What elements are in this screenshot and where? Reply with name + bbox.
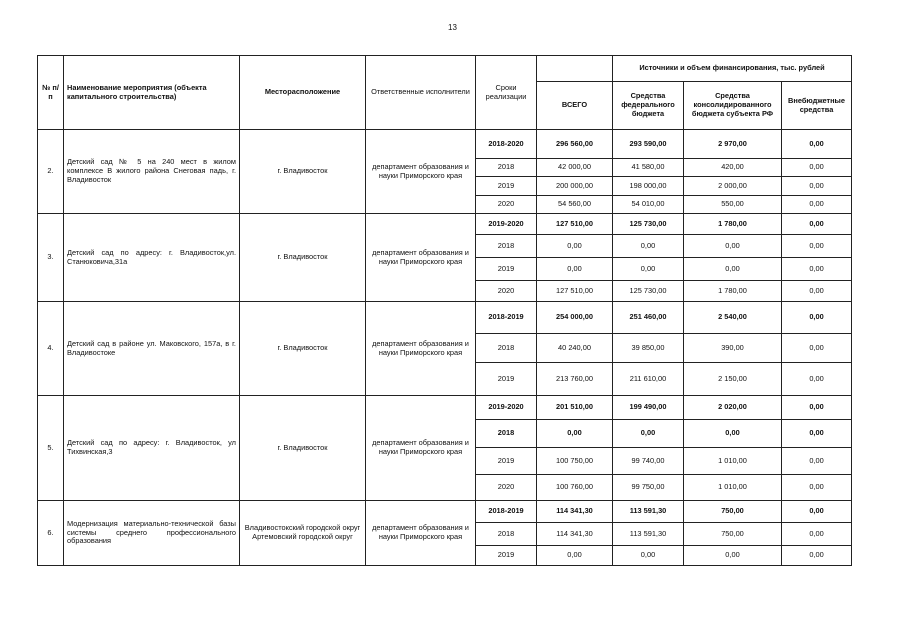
object-name: Детский сад № 5 на 240 мест в жилом комплексе В жилого района Снеговая падь, г. Владивосток bbox=[64, 130, 240, 214]
object-location: г. Владивосток bbox=[240, 130, 366, 214]
total-cell: 254 000,00 bbox=[537, 302, 613, 334]
header-num: № п/п bbox=[38, 56, 64, 130]
extra-cell: 0,00 bbox=[782, 475, 852, 501]
federal-cell: 0,00 bbox=[613, 258, 684, 281]
header-location: Месторасположение bbox=[240, 56, 366, 130]
row-number: 4. bbox=[38, 302, 64, 396]
responsible-executor: департамент образования и науки Приморского края bbox=[366, 501, 476, 566]
extra-cell: 0,00 bbox=[782, 235, 852, 258]
extra-cell: 0,00 bbox=[782, 130, 852, 159]
period-cell: 2019 bbox=[476, 363, 537, 396]
total-cell: 114 341,30 bbox=[537, 501, 613, 523]
table-row bbox=[38, 130, 852, 159]
federal-cell: 0,00 bbox=[613, 420, 684, 448]
federal-cell: 199 490,00 bbox=[613, 396, 684, 420]
total-cell: 200 000,00 bbox=[537, 177, 613, 196]
period-cell: 2018-2020 bbox=[476, 130, 537, 159]
extra-cell: 0,00 bbox=[782, 523, 852, 546]
row-number: 6. bbox=[38, 501, 64, 566]
row-number: 3. bbox=[38, 214, 64, 302]
total-cell: 127 510,00 bbox=[537, 214, 613, 235]
period-cell: 2020 bbox=[476, 475, 537, 501]
regional-cell: 0,00 bbox=[684, 420, 782, 448]
federal-cell: 113 591,30 bbox=[613, 501, 684, 523]
responsible-executor: департамент образования и науки Приморского края bbox=[366, 396, 476, 501]
federal-cell: 113 591,30 bbox=[613, 523, 684, 546]
period-cell: 2018 bbox=[476, 334, 537, 363]
federal-cell: 293 590,00 bbox=[613, 130, 684, 159]
header-extra: Внебюджетные средства bbox=[782, 82, 852, 130]
federal-cell: 54 010,00 bbox=[613, 196, 684, 214]
extra-cell: 0,00 bbox=[782, 159, 852, 177]
regional-cell: 0,00 bbox=[684, 546, 782, 566]
federal-cell: 211 610,00 bbox=[613, 363, 684, 396]
total-cell: 0,00 bbox=[537, 235, 613, 258]
total-cell: 127 510,00 bbox=[537, 281, 613, 302]
object-location: г. Владивосток bbox=[240, 214, 366, 302]
regional-cell: 1 780,00 bbox=[684, 281, 782, 302]
object-name: Модернизация материально-технической базы системы среднего профессионального образования bbox=[64, 501, 240, 566]
total-cell: 54 560,00 bbox=[537, 196, 613, 214]
regional-cell: 2 150,00 bbox=[684, 363, 782, 396]
total-cell: 0,00 bbox=[537, 258, 613, 281]
regional-cell: 1 780,00 bbox=[684, 214, 782, 235]
extra-cell: 0,00 bbox=[782, 363, 852, 396]
regional-cell: 550,00 bbox=[684, 196, 782, 214]
row-number: 2. bbox=[38, 130, 64, 214]
period-cell: 2018-2019 bbox=[476, 501, 537, 523]
object-name: Детский сад по адресу: г. Владивосток, ул Тихвинская,3 bbox=[64, 396, 240, 501]
responsible-executor: департамент образования и науки Приморского края bbox=[366, 214, 476, 302]
period-cell: 2019-2020 bbox=[476, 214, 537, 235]
federal-cell: 99 740,00 bbox=[613, 448, 684, 475]
table-row bbox=[38, 501, 852, 523]
total-cell: 100 750,00 bbox=[537, 448, 613, 475]
total-cell: 201 510,00 bbox=[537, 396, 613, 420]
federal-cell: 125 730,00 bbox=[613, 214, 684, 235]
extra-cell: 0,00 bbox=[782, 281, 852, 302]
table-row bbox=[38, 214, 852, 235]
table-row bbox=[38, 302, 852, 334]
federal-cell: 99 750,00 bbox=[613, 475, 684, 501]
period-cell: 2019 bbox=[476, 546, 537, 566]
extra-cell: 0,00 bbox=[782, 501, 852, 523]
extra-cell: 0,00 bbox=[782, 214, 852, 235]
total-cell: 0,00 bbox=[537, 546, 613, 566]
federal-cell: 251 460,00 bbox=[613, 302, 684, 334]
regional-cell: 420,00 bbox=[684, 159, 782, 177]
header-period: Сроки реализации bbox=[476, 56, 537, 130]
object-name: Детский сад по адресу: г. Владивосток,ул. Станюковича,31а bbox=[64, 214, 240, 302]
extra-cell: 0,00 bbox=[782, 258, 852, 281]
responsible-executor: департамент образования и науки Приморского края bbox=[366, 302, 476, 396]
federal-cell: 125 730,00 bbox=[613, 281, 684, 302]
total-cell: 42 000,00 bbox=[537, 159, 613, 177]
federal-cell: 41 580,00 bbox=[613, 159, 684, 177]
regional-cell: 2 020,00 bbox=[684, 396, 782, 420]
row-number: 5. bbox=[38, 396, 64, 501]
regional-cell: 2 970,00 bbox=[684, 130, 782, 159]
period-cell: 2018-2019 bbox=[476, 302, 537, 334]
period-cell: 2020 bbox=[476, 281, 537, 302]
table-body bbox=[38, 130, 852, 566]
extra-cell: 0,00 bbox=[782, 448, 852, 475]
regional-cell: 1 010,00 bbox=[684, 448, 782, 475]
object-location: Владивостокский городской округ Артемовский городской округ bbox=[240, 501, 366, 566]
regional-cell: 750,00 bbox=[684, 501, 782, 523]
total-cell: 100 760,00 bbox=[537, 475, 613, 501]
regional-cell: 750,00 bbox=[684, 523, 782, 546]
header-sources: Источники и объем финансирования, тыс. рублей bbox=[613, 56, 852, 82]
header-total: ВСЕГО bbox=[537, 82, 613, 130]
regional-cell: 0,00 bbox=[684, 258, 782, 281]
period-cell: 2018 bbox=[476, 235, 537, 258]
period-cell: 2020 bbox=[476, 196, 537, 214]
funding-table bbox=[37, 55, 852, 566]
federal-cell: 0,00 bbox=[613, 235, 684, 258]
table-row bbox=[38, 396, 852, 420]
regional-cell: 2 540,00 bbox=[684, 302, 782, 334]
header-name: Наименование мероприятия (объекта капитального строительства) bbox=[64, 56, 240, 130]
total-cell: 40 240,00 bbox=[537, 334, 613, 363]
header-responsible: Ответственные исполнители bbox=[366, 56, 476, 130]
total-cell: 0,00 bbox=[537, 420, 613, 448]
extra-cell: 0,00 bbox=[782, 396, 852, 420]
total-cell: 114 341,30 bbox=[537, 523, 613, 546]
extra-cell: 0,00 bbox=[782, 546, 852, 566]
federal-cell: 0,00 bbox=[613, 546, 684, 566]
total-cell: 213 760,00 bbox=[537, 363, 613, 396]
regional-cell: 0,00 bbox=[684, 235, 782, 258]
regional-cell: 2 000,00 bbox=[684, 177, 782, 196]
extra-cell: 0,00 bbox=[782, 302, 852, 334]
period-cell: 2018 bbox=[476, 159, 537, 177]
object-location: г. Владивосток bbox=[240, 396, 366, 501]
object-location: г. Владивосток bbox=[240, 302, 366, 396]
period-cell: 2019 bbox=[476, 177, 537, 196]
federal-cell: 39 850,00 bbox=[613, 334, 684, 363]
period-cell: 2019 bbox=[476, 448, 537, 475]
federal-cell: 198 000,00 bbox=[613, 177, 684, 196]
responsible-executor: департамент образования и науки Приморского края bbox=[366, 130, 476, 214]
header-sources-spacer bbox=[537, 56, 613, 82]
object-name: Детский сад в районе ул. Маковского, 157а, в г. Владивостоке bbox=[64, 302, 240, 396]
period-cell: 2018 bbox=[476, 420, 537, 448]
extra-cell: 0,00 bbox=[782, 177, 852, 196]
total-cell: 296 560,00 bbox=[537, 130, 613, 159]
page-number: 13 bbox=[448, 23, 457, 32]
extra-cell: 0,00 bbox=[782, 334, 852, 363]
header-regional: Средства консолидированного бюджета субъекта РФ bbox=[684, 82, 782, 130]
extra-cell: 0,00 bbox=[782, 196, 852, 214]
period-cell: 2018 bbox=[476, 523, 537, 546]
extra-cell: 0,00 bbox=[782, 420, 852, 448]
regional-cell: 1 010,00 bbox=[684, 475, 782, 501]
regional-cell: 390,00 bbox=[684, 334, 782, 363]
period-cell: 2019-2020 bbox=[476, 396, 537, 420]
period-cell: 2019 bbox=[476, 258, 537, 281]
header-federal: Средства федерального бюджета bbox=[613, 82, 684, 130]
